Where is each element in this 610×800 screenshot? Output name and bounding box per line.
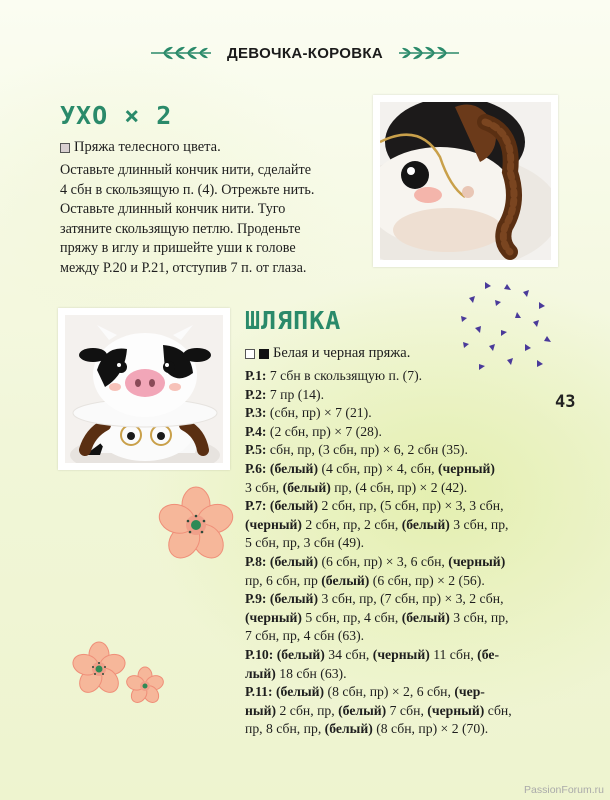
pattern-row-text: сбн, пр, (3 сбн, пр) × 6, 2 сбн (35). (266, 442, 468, 458)
pattern-row (245, 609, 535, 628)
pattern-row-bold-text: (белый) (282, 479, 331, 495)
pattern-row-bold-text: (белый) (321, 572, 370, 588)
hat-pattern-rows (245, 367, 535, 739)
pattern-row-text: пр, 6 сбн, пр (245, 572, 322, 588)
pattern-row-bold-text: Р.11: (белый) (245, 684, 325, 700)
pattern-row (245, 553, 535, 572)
pattern-row (245, 590, 535, 609)
pattern-row (245, 404, 535, 423)
pattern-row (245, 646, 535, 665)
pattern-row-bold-text: Р.9: (белый) (245, 591, 319, 607)
pattern-row-text: (8 сбн, пр) × 2, 6 сбн, (324, 684, 455, 700)
hat-yarn-note (245, 345, 410, 362)
pattern-row-text: 3 сбн, пр, (449, 516, 509, 532)
pattern-row-bold-text: Р.10: (белый) (245, 646, 325, 662)
pattern-row-text: (8 сбн, пр) × 2 (70). (372, 721, 489, 737)
pattern-row (245, 386, 535, 405)
ear-line: затяните скользящую петлю. Проденьте (60, 220, 301, 237)
pattern-row-text: 7 сбн в скользящую п. (7). (266, 368, 423, 383)
pattern-row (245, 720, 535, 739)
pattern-row (245, 702, 535, 721)
pattern-row-text: (6 сбн, пр) × 2 (56). (369, 572, 485, 588)
pattern-row-bold-text: (белый) (338, 702, 387, 718)
pattern-row-text: (4 сбн, пр) × 4, сбн, (318, 460, 438, 476)
ear-line: Оставьте длинный кончик нити, сделайте (60, 162, 312, 178)
pattern-row (245, 627, 535, 646)
pattern-row-text: 2 сбн, пр, (276, 702, 339, 718)
flower-large-icon (155, 484, 237, 566)
pattern-row-bold-text: (черный) (427, 702, 485, 718)
white-yarn-swatch-icon (245, 349, 255, 359)
pattern-row (245, 683, 535, 702)
page-title: ДЕВОЧКА-КОРОВКА (227, 44, 383, 62)
pattern-row-bold-text: (белый) (324, 721, 373, 737)
pattern-row-text: 3 сбн, пр, (7 сбн, пр) × 3, 2 сбн, (318, 591, 504, 607)
pattern-row-text: 5 сбн, пр, 4 сбн, (301, 609, 402, 625)
pattern-row (245, 516, 535, 535)
pattern-row-bold-text: (бе- (477, 646, 500, 662)
pattern-row-text: (2 сбн, пр) × 7 (28). (266, 423, 382, 439)
pattern-row-text: 5 сбн, пр, 3 сбн (49). (245, 535, 365, 551)
pattern-row-text: 2 сбн, пр, (5 сбн, пр) × 3, 3 сбн, (318, 498, 504, 514)
pattern-row-bold-text: (чер- (454, 684, 485, 700)
pattern-row-text: пр, (4 сбн, пр) × 2 (42). (330, 479, 468, 495)
pattern-row (245, 460, 535, 479)
pattern-row-text: 18 сбн (63). (275, 665, 347, 681)
pattern-row-bold-text: Р.5: (245, 442, 267, 458)
pattern-row-bold-text: Р.8: (белый) (245, 553, 319, 569)
pattern-row-bold-text: (белый) (401, 516, 450, 532)
pattern-row-text: 3 сбн, пр, (449, 609, 509, 625)
hat-yarn-label: Белая и черная пряжа. (273, 345, 411, 361)
page-number: 43 (555, 392, 576, 412)
ear-closeup-photo (373, 95, 558, 267)
ear-line: Оставьте длинный кончик нити. Туго (60, 201, 286, 217)
pattern-row-bold-text: (белый) (401, 609, 450, 625)
ear-line: пряжу в иглу и пришейте уши к голове (60, 240, 296, 256)
flower-small-icon (124, 665, 166, 707)
flesh-yarn-swatch-icon (60, 143, 70, 153)
pattern-row-bold-text: Р.3: (245, 405, 267, 421)
pattern-row-bold-text: (черный) (245, 609, 302, 625)
pattern-row-text: 7 сбн, пр, 4 сбн (63). (245, 628, 365, 644)
black-yarn-swatch-icon (259, 349, 269, 359)
pattern-row-text: 3 сбн, (245, 479, 283, 495)
sprig-left-icon (149, 44, 213, 62)
pattern-row-bold-text: (черный) (438, 460, 495, 476)
watermark: PassionForum.ru (524, 784, 604, 796)
ear-yarn-label: Пряжа телесного цвета. (74, 139, 221, 155)
pattern-row (245, 423, 535, 442)
pattern-row-bold-text: Р.4: (245, 423, 267, 439)
pattern-row-text: 2 сбн, пр, 2 сбн, (301, 516, 402, 532)
pattern-row-text: (6 сбн, пр) × 3, 6 сбн, (318, 553, 449, 569)
pattern-row (245, 479, 535, 498)
pattern-row (245, 441, 535, 460)
pattern-row-bold-text: Р.6: (белый) (245, 460, 319, 476)
pattern-row-text: 11 сбн, (429, 646, 478, 662)
confetti-decoration-icon (455, 280, 555, 375)
pattern-row-bold-text: ный) (245, 702, 277, 718)
pattern-row-bold-text: (черный) (245, 516, 302, 532)
pattern-row-bold-text: Р.7: (белый) (245, 498, 319, 514)
pattern-row-bold-text: Р.1: (245, 368, 267, 383)
flower-medium-icon (70, 640, 128, 698)
pattern-row-bold-text: Р.2: (245, 386, 267, 402)
pattern-row-text: пр, 8 сбн, пр, (245, 721, 325, 737)
pattern-row-text: (сбн, пр) × 7 (21). (266, 405, 372, 421)
hat-section-title: ШЛЯПКА (245, 306, 342, 335)
pattern-row-text: сбн, (484, 702, 512, 718)
page-header (0, 40, 610, 66)
pattern-row (245, 367, 535, 386)
pattern-row-text: 7 пр (14). (266, 386, 324, 402)
sprig-right-icon (397, 44, 461, 62)
pattern-row (245, 665, 535, 684)
doll-hat-photo (58, 308, 230, 470)
ear-line: 4 сбн в скользящую п. (4). Отрежьте нить. (60, 181, 315, 198)
pattern-row-text: 34 сбн, (324, 646, 373, 662)
pattern-row (245, 497, 535, 516)
pattern-row-bold-text: лый) (245, 665, 276, 681)
pattern-row-text: 7 сбн, (386, 702, 428, 718)
ear-instructions (60, 161, 360, 278)
ear-section-title: УХО × 2 (60, 101, 173, 130)
pattern-row (245, 534, 535, 553)
pattern-row-bold-text: (черный) (372, 646, 430, 662)
ear-line: между Р.20 и Р.21, отступив 7 п. от глаза. (60, 259, 307, 276)
pattern-row-bold-text: (черный) (448, 553, 506, 569)
ear-yarn-note (60, 139, 221, 156)
pattern-row (245, 572, 535, 591)
